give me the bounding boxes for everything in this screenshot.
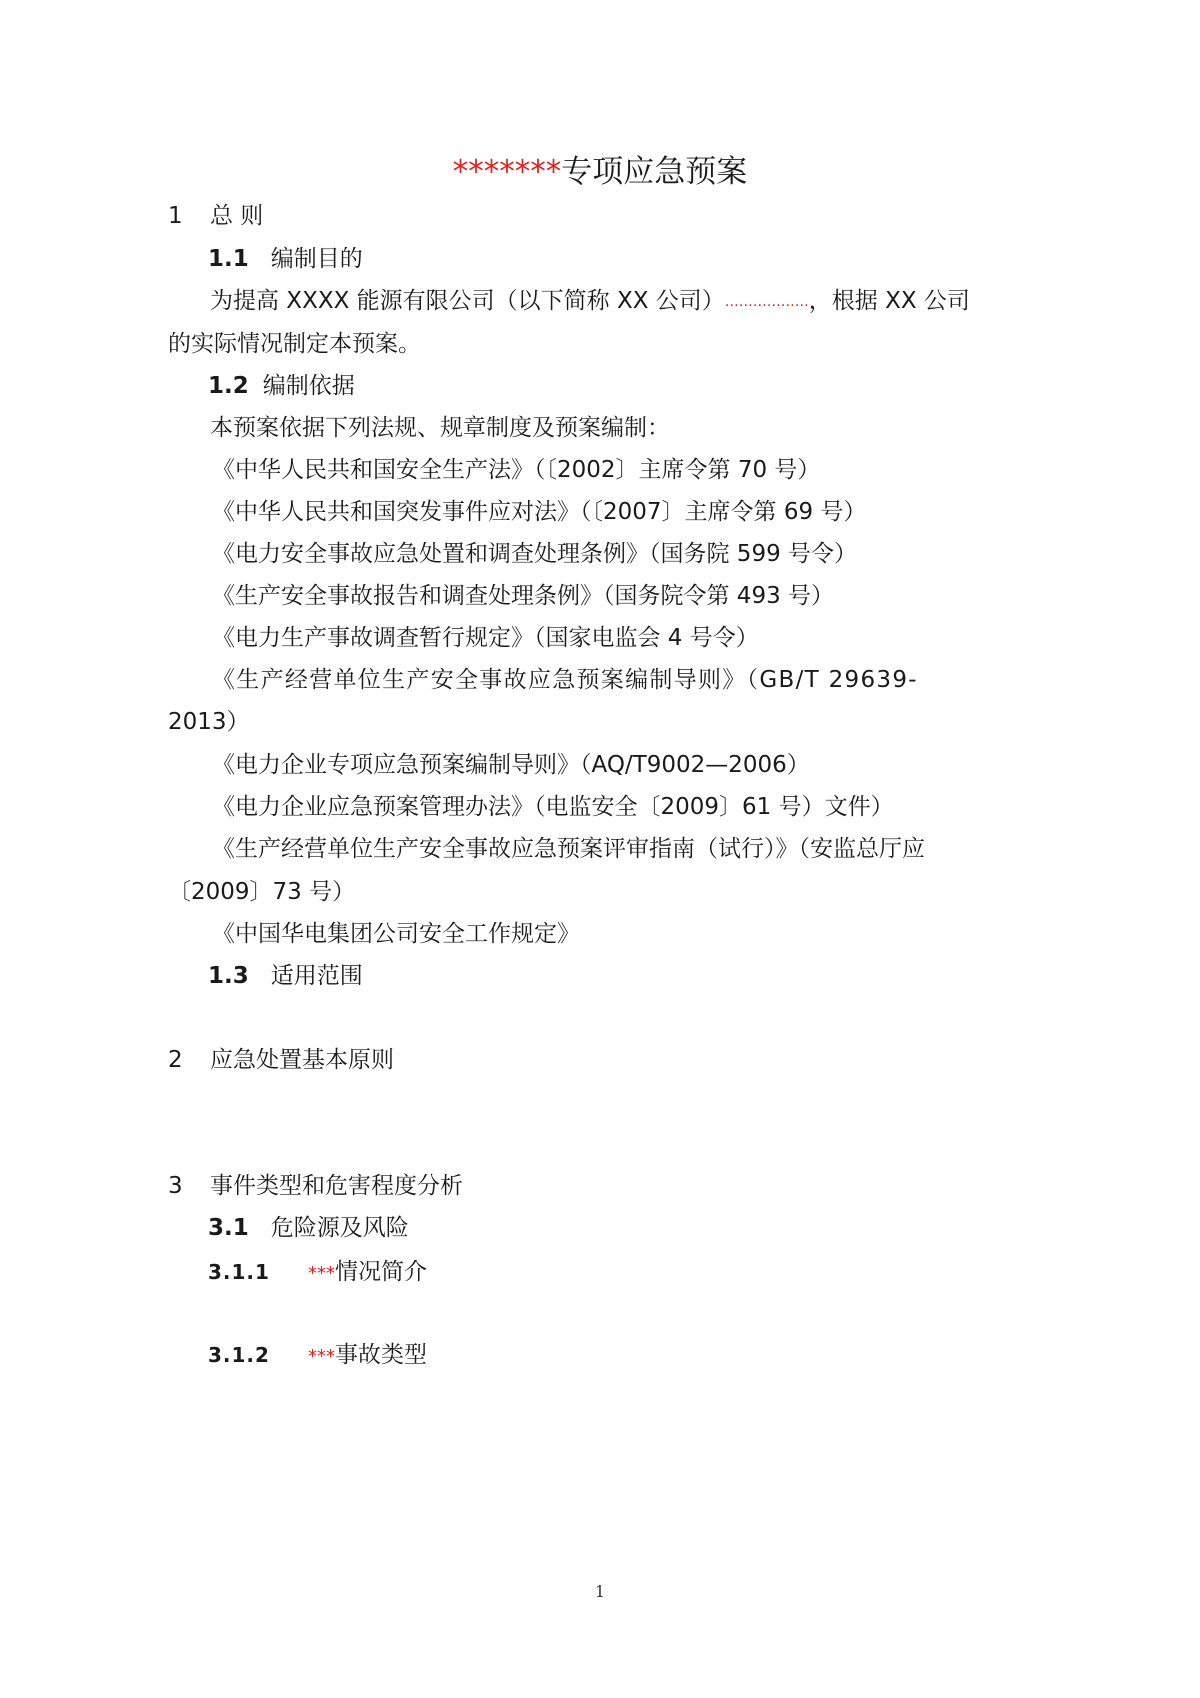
heading-section-1-1: 1.1 编制目的 bbox=[208, 246, 363, 272]
reference-item: 《生产经营单位生产安全事故应急预案编制导则》（GB/T 29639- bbox=[212, 667, 918, 693]
title-text: 专项应急预案 bbox=[561, 154, 748, 190]
reference-item: 《电力企业专项应急预案编制导则》（AQ/T9002—2006） bbox=[212, 752, 810, 778]
reference-item: 《电力安全事故应急处置和调查处理条例》（国务院 599 号令） bbox=[212, 541, 858, 567]
heading-section-1-2: 1.2 编制依据 bbox=[208, 373, 355, 399]
purpose-paragraph-line-1: 为提高 XXXX 能源有限公司（以下简称 XX 公司）………………，根据 XX 公司 bbox=[210, 288, 970, 314]
heading-section-3-1-1: 3.1.1 ***情况简介 bbox=[208, 1259, 427, 1285]
reference-item: 《生产经营单位生产安全事故应急预案评审指南（试行）》（安监总厅应 bbox=[212, 836, 925, 862]
heading-section-3: 3 事件类型和危害程度分析 bbox=[168, 1173, 463, 1199]
basis-intro: 本预案依据下列法规、规章制度及预案编制： bbox=[210, 415, 670, 441]
reference-item: 《电力企业应急预案管理办法》（电监安全〔2009〕61 号）文件） bbox=[212, 794, 894, 820]
title-stars: ******* bbox=[452, 154, 562, 190]
page-number: 1 bbox=[594, 1582, 606, 1601]
heading-section-2: 2 应急处置基本原则 bbox=[168, 1047, 394, 1073]
purpose-paragraph-line-2: 的实际情况制定本预案。 bbox=[168, 331, 421, 357]
heading-section-1-3: 1.3 适用范围 bbox=[208, 963, 363, 989]
reference-item-continued: 2013） bbox=[168, 709, 250, 735]
reference-item: 《电力生产事故调查暂行规定》（国家电监会 4 号令） bbox=[212, 625, 759, 651]
reference-item: 《中华人民共和国突发事件应对法》（〔2007〕主席令第 69 号） bbox=[212, 499, 867, 525]
placeholder-dots: ……………… bbox=[724, 294, 809, 310]
document-title bbox=[0, 152, 1200, 192]
reference-item: 《中国华电集团公司安全工作规定》 bbox=[212, 921, 580, 947]
reference-item: 《生产安全事故报告和调查处理条例》（国务院令第 493 号） bbox=[212, 583, 835, 609]
reference-item-continued: 〔2009〕73 号） bbox=[168, 879, 356, 905]
heading-section-3-1-2: 3.1.2 ***事故类型 bbox=[208, 1342, 427, 1368]
heading-section-3-1: 3.1 危险源及风险 bbox=[208, 1215, 409, 1241]
heading-section-1: 1 总 则 bbox=[168, 203, 264, 229]
reference-item: 《中华人民共和国安全生产法》（〔2002〕主席令第 70 号） bbox=[212, 457, 821, 483]
